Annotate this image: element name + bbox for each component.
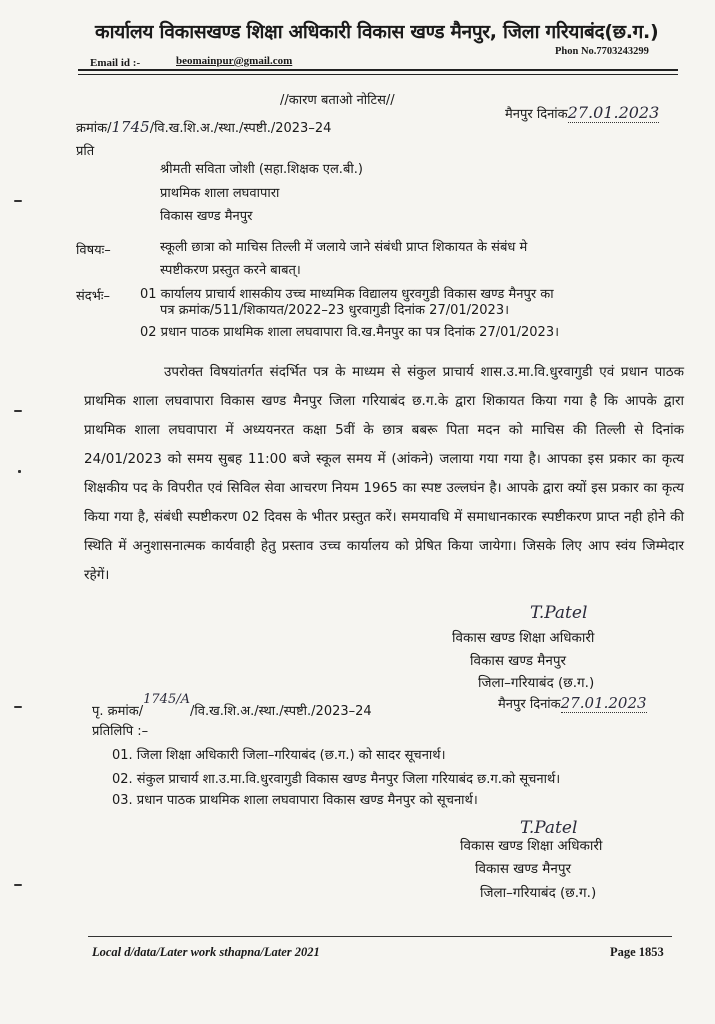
phone-number: Phon No.7703243299 [555,46,649,57]
email-label: Email id :- [90,57,141,69]
reference-line-3: 02 प्रधान पाठक प्राथमिक शाला लघवापारा वि.ख.मैनपुर का पत्र दिनांक 27/01/2023। [140,325,560,340]
reference-line-2: पत्र क्रमांक/511/शिकायत/2022–23 धुरवागुडी दिनांक 27/01/2023। [160,303,510,318]
sig1-place-date-label: मैनपुर दिनांक [498,697,561,712]
to-label: प्रति [76,144,95,159]
ref-prefix: क्रमांक/ [76,121,112,136]
recipient-school: प्राथमिक शाला लघवापारा [160,186,280,201]
recipient-block: विकास खण्ड मैनपुर [160,209,253,224]
signature-1: T.Patel [530,603,588,623]
copy-label: प्रतिलिपि :– [92,724,149,739]
sig1-designation: विकास खण्ड शिक्षा अधिकारी [452,630,595,646]
margin-mark [18,470,21,473]
header-divider-thin [78,74,678,75]
signature-2: T.Patel [520,818,578,838]
sig1-district: जिला–गरियाबंद (छ.ग.) [478,675,595,691]
copy-ref-handwritten: 1745/A [143,692,190,707]
reference-label: संदर्भः– [76,289,110,304]
issue-date [505,103,659,122]
margin-mark [14,884,22,886]
email-address: beomainpur@gmail.com [176,55,293,67]
header-divider [78,69,678,71]
body-paragraph [84,358,684,590]
ref-handwritten: 1745 [111,118,150,136]
margin-mark [14,200,22,202]
office-title: कार्यालय विकासखण्ड शिक्षा अधिकारी विकास खण्ड मैनपुर, जिला गरियाबंद(छ.ग.) [95,21,659,43]
footer-path: Local d/data/Later work sthapna/Later 2021 [92,945,320,959]
footer-divider [88,936,672,937]
margin-mark [14,706,22,708]
body-text: उपरोक्त विषयांतर्गत संदर्भित पत्र के माध्यम से संकुल प्राचार्य शास.उ.मा.वि.धुरवागुडी एवं प्रधान पाठक प्राथमिक शाला लघवापारा विकास खण्ड मैनपुर जिला गरियाबंद छ.ग.के द्वारा शिकायत किया गया है कि आपके द्वारा प्राथमिक शाला लघवापारा में अध्ययनरत कक्षा 5वीं के छात्र बबरू पिता मदन को माचिस की तिल्ली से दिनांक 24/01/2023 को समय सुबह 11:00 बजे स्कूल समय में (आंकने) जलाया गया गया है। आपका इस प्रकार का कृत्य शिक्षकीय पद के विपरीत एवं सिविल सेवा आचरण नियम 1965 का स्पष्ट उल्लघंन है। आपके द्वारा क्यों इस प्रकार का कृत्य किया गया है, संबंधी स्पष्टीकरण 02 दिवस के भीतर प्रस्तुत करें। समयावधि में समाधानकारक स्पष्टीकरण प्राप्त नही होने की स्थिति में अनुशासनात्मक कार्यवाही हेतु प्रस्ताव उच्च कार्यालय को प्रेषित किया जायेगा। जिसके लिए आप स्वंय जिम्मेदार रहेगें। [84,364,684,583]
ref-number [76,118,331,136]
sig2-district: जिला–गरियाबंद (छ.ग.) [480,885,597,901]
sig1-date [498,694,647,712]
copy-item-3: 03. प्रधान पाठक प्राथमिक शाला लघवापारा विकास खण्ड मैनपुर को सूचनार्थ। [112,793,478,808]
margin-mark [14,410,22,412]
subject-line-2: स्पष्टीकरण प्रस्तुत करने बाबत्। [160,263,301,278]
date-handwritten: 27.01.2023 [567,103,660,122]
recipient-name: श्रीमती सविता जोशी (सहा.शिक्षक एल.बी.) [160,162,363,177]
sig1-block: विकास खण्ड मैनपुर [470,653,567,669]
copy-item-1: 01. जिला शिक्षा अधिकारी जिला–गरियाबंद (छ.ग.) को सादर सूचनार्थ। [112,748,446,763]
sig2-block: विकास खण्ड मैनपुर [475,861,572,877]
subject-line-1: स्कूली छात्रा को माचिस तिल्ली में जलाये जाने संबंधी प्राप्त शिकायत के संबंध मे [160,240,528,255]
copy-ref-prefix: पृ. क्रमांक/ [92,704,144,719]
ref-suffix: /वि.ख.शि.अ./स्था./स्पष्टी./2023–24 [149,121,332,136]
sig2-designation: विकास खण्ड शिक्षा अधिकारी [460,838,603,854]
sig1-date-handwritten: 27.01.2023 [560,694,647,712]
place-date-label: मैनपुर दिनांक [505,107,568,122]
copy-ref-number [92,692,372,719]
copy-item-2: 02. संकुल प्राचार्य शा.उ.मा.वि.धुरवागुडी विकास खण्ड मैनपुर जिला गरियाबंद छ.ग.को सूचनार्थ। [112,772,561,787]
notice-title: //कारण बताओ नोटिस// [280,93,395,108]
reference-line-1: 01 कार्यालय प्राचार्य शासकीय उच्च माध्यमिक विद्यालय धुरवगुडी विकास खण्ड मैनपुर का [140,287,554,302]
copy-ref-suffix: /वि.ख.शि.अ./स्था./स्पष्टी./2023–24 [190,704,372,719]
page-number: Page 1853 [610,945,664,959]
subject-label: विषयः– [76,243,111,258]
